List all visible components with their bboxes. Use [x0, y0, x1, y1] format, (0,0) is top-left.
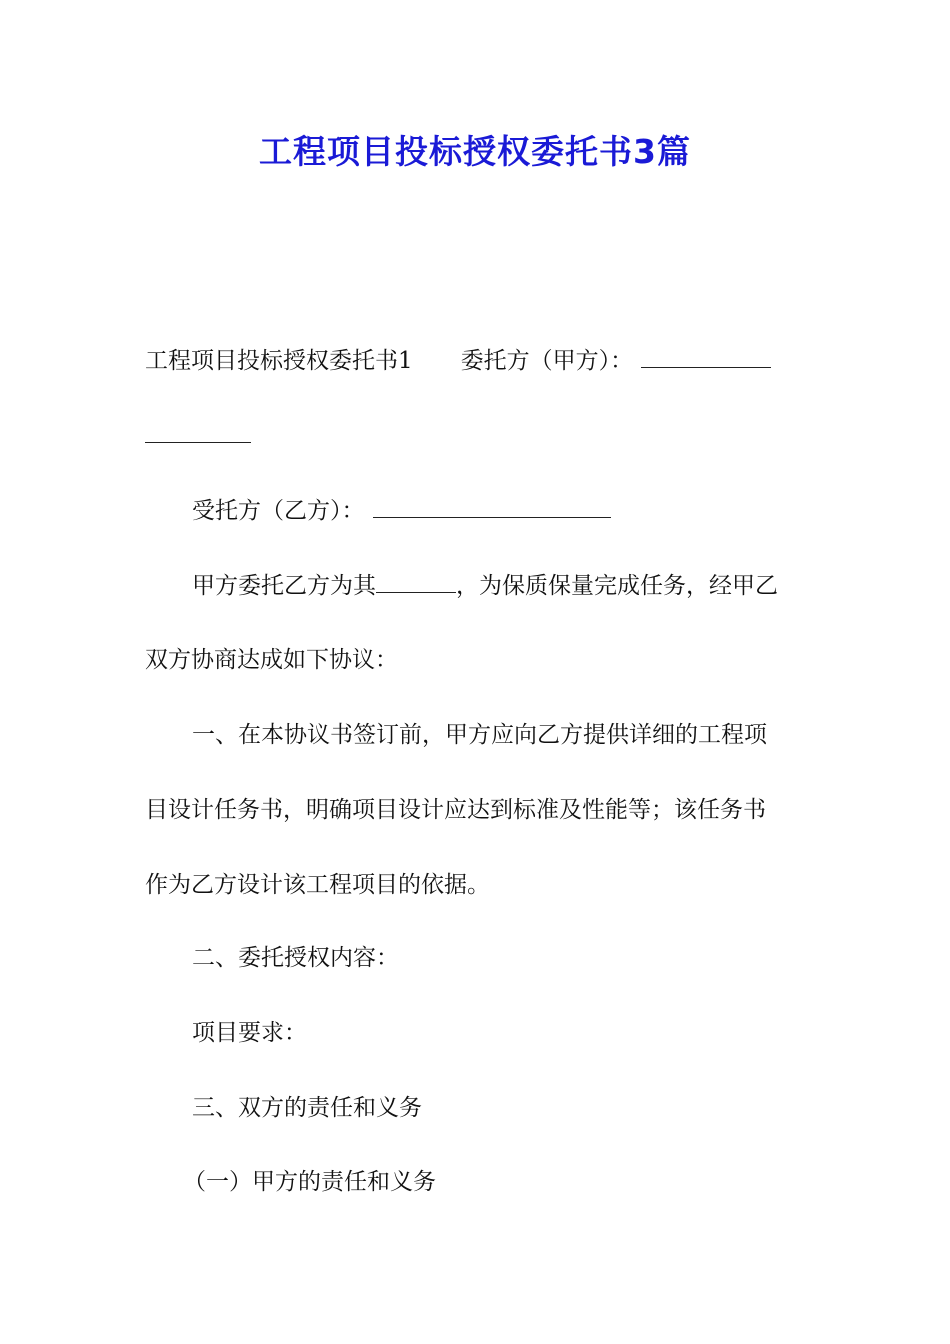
clause-3-heading: 三、双方的责任和义务 [192, 1095, 422, 1121]
paragraph-1-line-2: 双方协商达成如下协议： [145, 647, 398, 673]
principal-label: 委托方（甲方）： [460, 348, 634, 374]
document-title: 工程项目投标授权委托书3篇 [259, 132, 691, 171]
clause-1-line-1: 一、在本协议书签订前，甲方应向乙方提供详细的工程项 [192, 722, 767, 748]
clause-1-line-2: 目设计任务书，明确项目设计应达到标准及性能等；该任务书 [145, 797, 766, 823]
section-heading: 工程项目投标授权委托书1 [145, 348, 413, 374]
agent-label: 受托方（乙方）： [192, 498, 365, 524]
paragraph-1-text-b: ，为保质保量完成任务，经甲乙 [456, 573, 778, 599]
sub-clause-1-heading: （一）甲方的责任和义务 [183, 1169, 436, 1195]
paragraph-1-text-a: 甲方委托乙方为其 [192, 573, 376, 599]
agent-line [192, 495, 611, 526]
paragraph-1-line-1 [192, 570, 778, 601]
agent-blank-field [373, 495, 611, 518]
principal-blank-field [641, 345, 771, 368]
principal-blank-field-2 [145, 420, 251, 443]
project-requirements: 项目要求： [192, 1020, 307, 1046]
principal-line [145, 345, 771, 376]
task-blank-field [376, 570, 456, 593]
clause-1-line-3: 作为乙方设计该工程项目的依据。 [145, 872, 490, 898]
principal-blank-continuation [145, 420, 251, 451]
clause-2-heading: 二、委托授权内容： [192, 945, 399, 971]
